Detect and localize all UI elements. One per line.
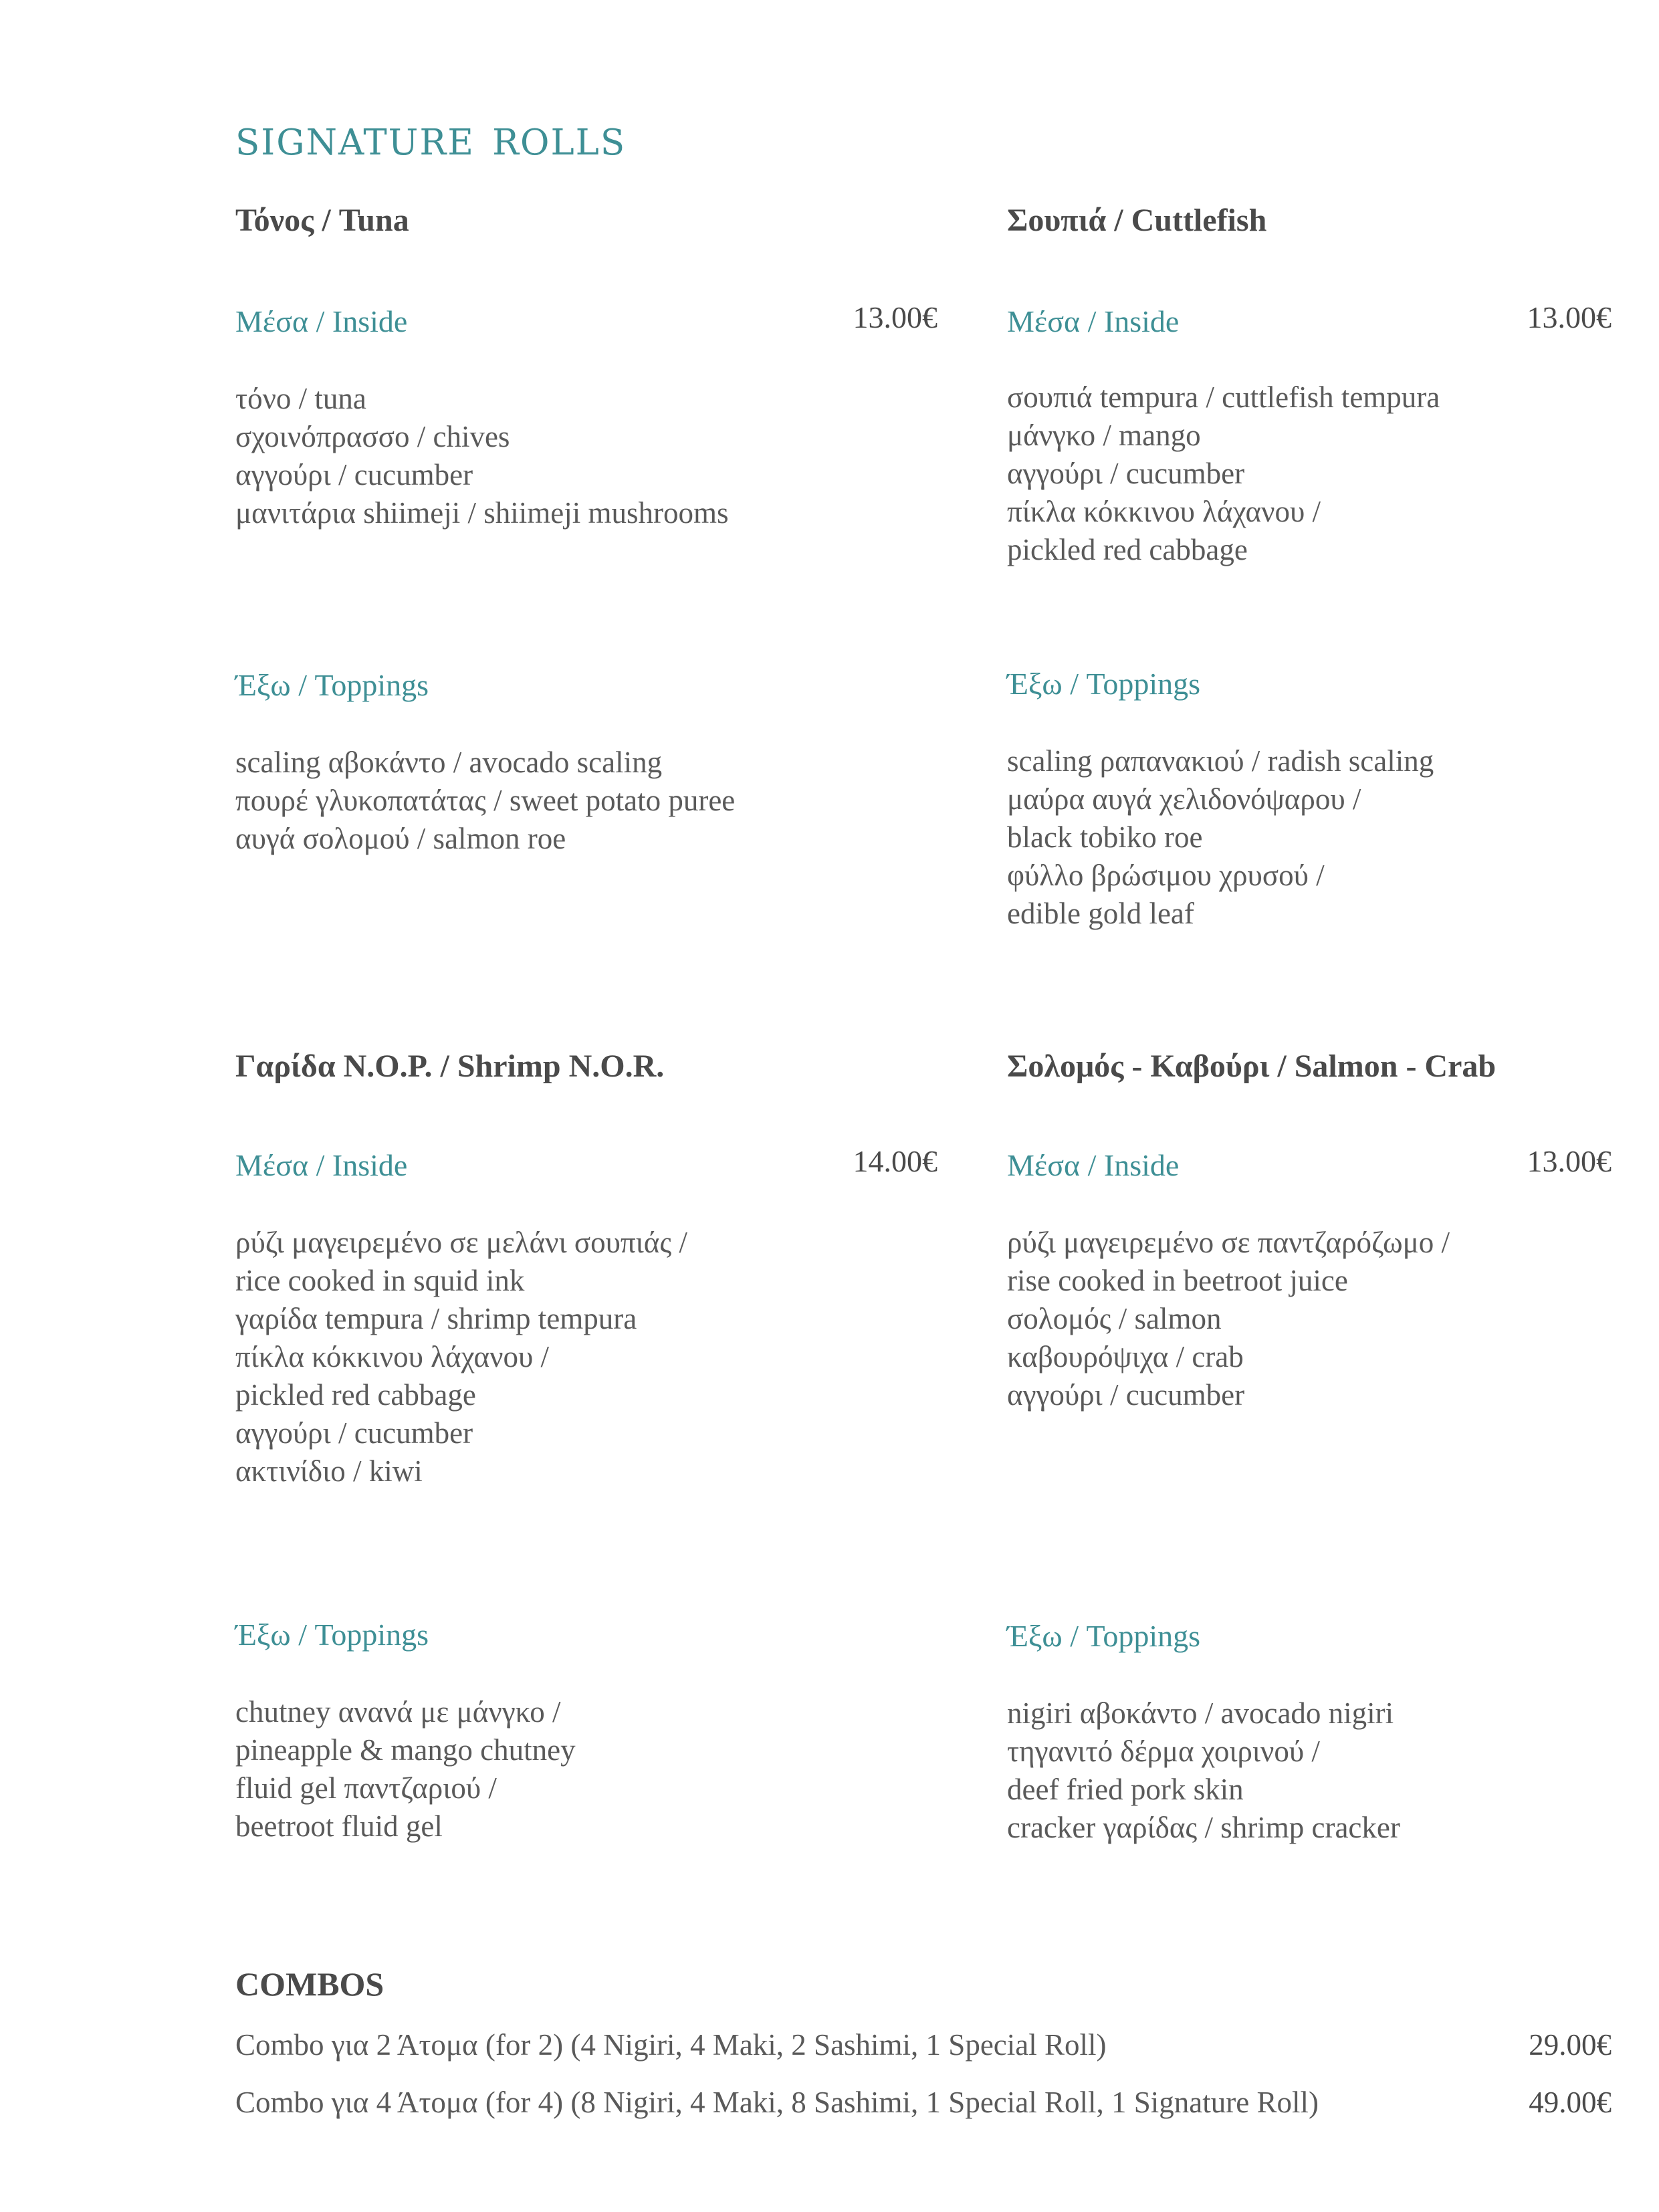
item-cuttlefish-toppings-label: Έξω / Toppings [1007, 667, 1201, 701]
item-tuna-name: Τόνος / Tuna [235, 203, 409, 238]
item-shrimp-toppings-list [235, 1693, 576, 1846]
page-title: signature rolls [235, 107, 627, 167]
ingredient: pickled red cabbage [1007, 533, 1248, 566]
item-salmon-crab-name: Σολομός - Καβούρι / Salmon - Crab [1007, 1048, 1497, 1084]
item-tuna-inside-list [235, 380, 728, 532]
ingredient: scaling ραπανακιού / radish scaling [1007, 744, 1434, 778]
item-cuttlefish-inside-label: Μέσα / Inside [1007, 304, 1180, 338]
item-tuna-toppings-list [235, 744, 735, 858]
ingredient: ρύζι μαγειρεμένο σε παντζαρόζωμο / [1007, 1226, 1450, 1259]
ingredient: cracker γαρίδας / shrimp cracker [1007, 1811, 1400, 1844]
ingredient: αυγά σολομού / salmon roe [235, 822, 566, 855]
ingredient: scaling αβοκάντο / avocado scaling [235, 746, 663, 779]
ingredient: αγγούρι / cucumber [235, 1416, 473, 1450]
combo-row [235, 2085, 1612, 2125]
ingredient: fluid gel παντζαριού / [235, 1771, 497, 1805]
item-cuttlefish-inside-list [1007, 378, 1440, 569]
item-tuna-inside-label: Μέσα / Inside [235, 304, 408, 338]
item-shrimp-price: 14.00€ [853, 1144, 937, 1178]
item-salmon-crab-price: 13.00€ [1527, 1144, 1612, 1178]
item-shrimp-toppings-label: Έξω / Toppings [235, 1618, 429, 1652]
item-cuttlefish-name: Σουπιά / Cuttlefish [1007, 203, 1267, 238]
ingredient: deef fried pork skin [1007, 1773, 1244, 1806]
ingredient: rise cooked in beetroot juice [1007, 1264, 1348, 1297]
ingredient: γαρίδα tempura / shrimp tempura [235, 1302, 637, 1335]
ingredient: edible gold leaf [1007, 897, 1194, 930]
item-shrimp-name: Γαρίδα N.O.P. / Shrimp N.O.R. [235, 1048, 665, 1084]
item-salmon-crab-inside-list [1007, 1224, 1450, 1414]
ingredient: φύλλο βρώσιμου χρυσού / [1007, 859, 1325, 892]
ingredient: ακτινίδιο / kiwi [235, 1454, 423, 1488]
ingredient: μανιτάρια shiimeji / shiimeji mushrooms [235, 496, 729, 530]
ingredient: pineapple & mango chutney [235, 1733, 576, 1767]
ingredient: αγγούρι / cucumber [1007, 457, 1245, 490]
ingredient: μάνγκο / mango [1007, 419, 1201, 452]
combo-description: Combo για 4 Άτομα (for 4) (8 Nigiri, 4 Maki, 8 Sashimi, 1 Special Roll, 1 Signature Roll) [235, 2086, 1319, 2119]
item-tuna-price: 13.00€ [853, 300, 937, 334]
ingredient: αγγούρι / cucumber [235, 458, 473, 491]
item-cuttlefish-price: 13.00€ [1527, 300, 1612, 334]
ingredient: αγγούρι / cucumber [1007, 1378, 1245, 1412]
ingredient: nigiri αβοκάντο / avocado nigiri [1007, 1696, 1394, 1730]
ingredient: καβουρόψιχα / crab [1007, 1340, 1244, 1373]
ingredient: σουπιά tempura / cuttlefish tempura [1007, 380, 1440, 414]
ingredient: beetroot fluid gel [235, 1809, 443, 1843]
ingredient: black tobiko roe [1007, 820, 1203, 854]
ingredient: τόνο / tuna [235, 382, 366, 415]
ingredient: pickled red cabbage [235, 1378, 476, 1412]
ingredient: σολομός / salmon [1007, 1302, 1222, 1335]
item-tuna-toppings-label: Έξω / Toppings [235, 668, 429, 702]
combos-title: COMBOS [235, 1965, 384, 2003]
ingredient: rice cooked in squid ink [235, 1264, 525, 1297]
item-shrimp-inside-list [235, 1224, 687, 1490]
combo-price: 49.00€ [1529, 2086, 1612, 2119]
ingredient: σχοινόπρασσο / chives [235, 420, 510, 453]
item-salmon-crab-inside-label: Μέσα / Inside [1007, 1148, 1180, 1182]
ingredient: chutney ανανά με μάνγκο / [235, 1695, 561, 1729]
combo-row [235, 2027, 1612, 2068]
item-salmon-crab-toppings-list [1007, 1694, 1400, 1847]
item-salmon-crab-toppings-label: Έξω / Toppings [1007, 1619, 1201, 1653]
ingredient: πίκλα κόκκινου λάχανου / [1007, 495, 1321, 528]
combo-price: 29.00€ [1529, 2028, 1612, 2062]
ingredient: πουρέ γλυκοπατάτας / sweet potato puree [235, 784, 736, 817]
item-shrimp-inside-label: Μέσα / Inside [235, 1148, 408, 1182]
ingredient: μαύρα αυγά χελιδονόψαρου / [1007, 782, 1361, 816]
item-cuttlefish-toppings-list [1007, 742, 1434, 933]
ingredient: τηγανιτό δέρμα χοιρινού / [1007, 1735, 1320, 1768]
combo-description: Combo για 2 Άτομα (for 2) (4 Nigiri, 4 Maki, 2 Sashimi, 1 Special Roll) [235, 2028, 1107, 2062]
ingredient: ρύζι μαγειρεμένο σε μελάνι σουπιάς / [235, 1226, 687, 1259]
ingredient: πίκλα κόκκινου λάχανου / [235, 1340, 550, 1373]
